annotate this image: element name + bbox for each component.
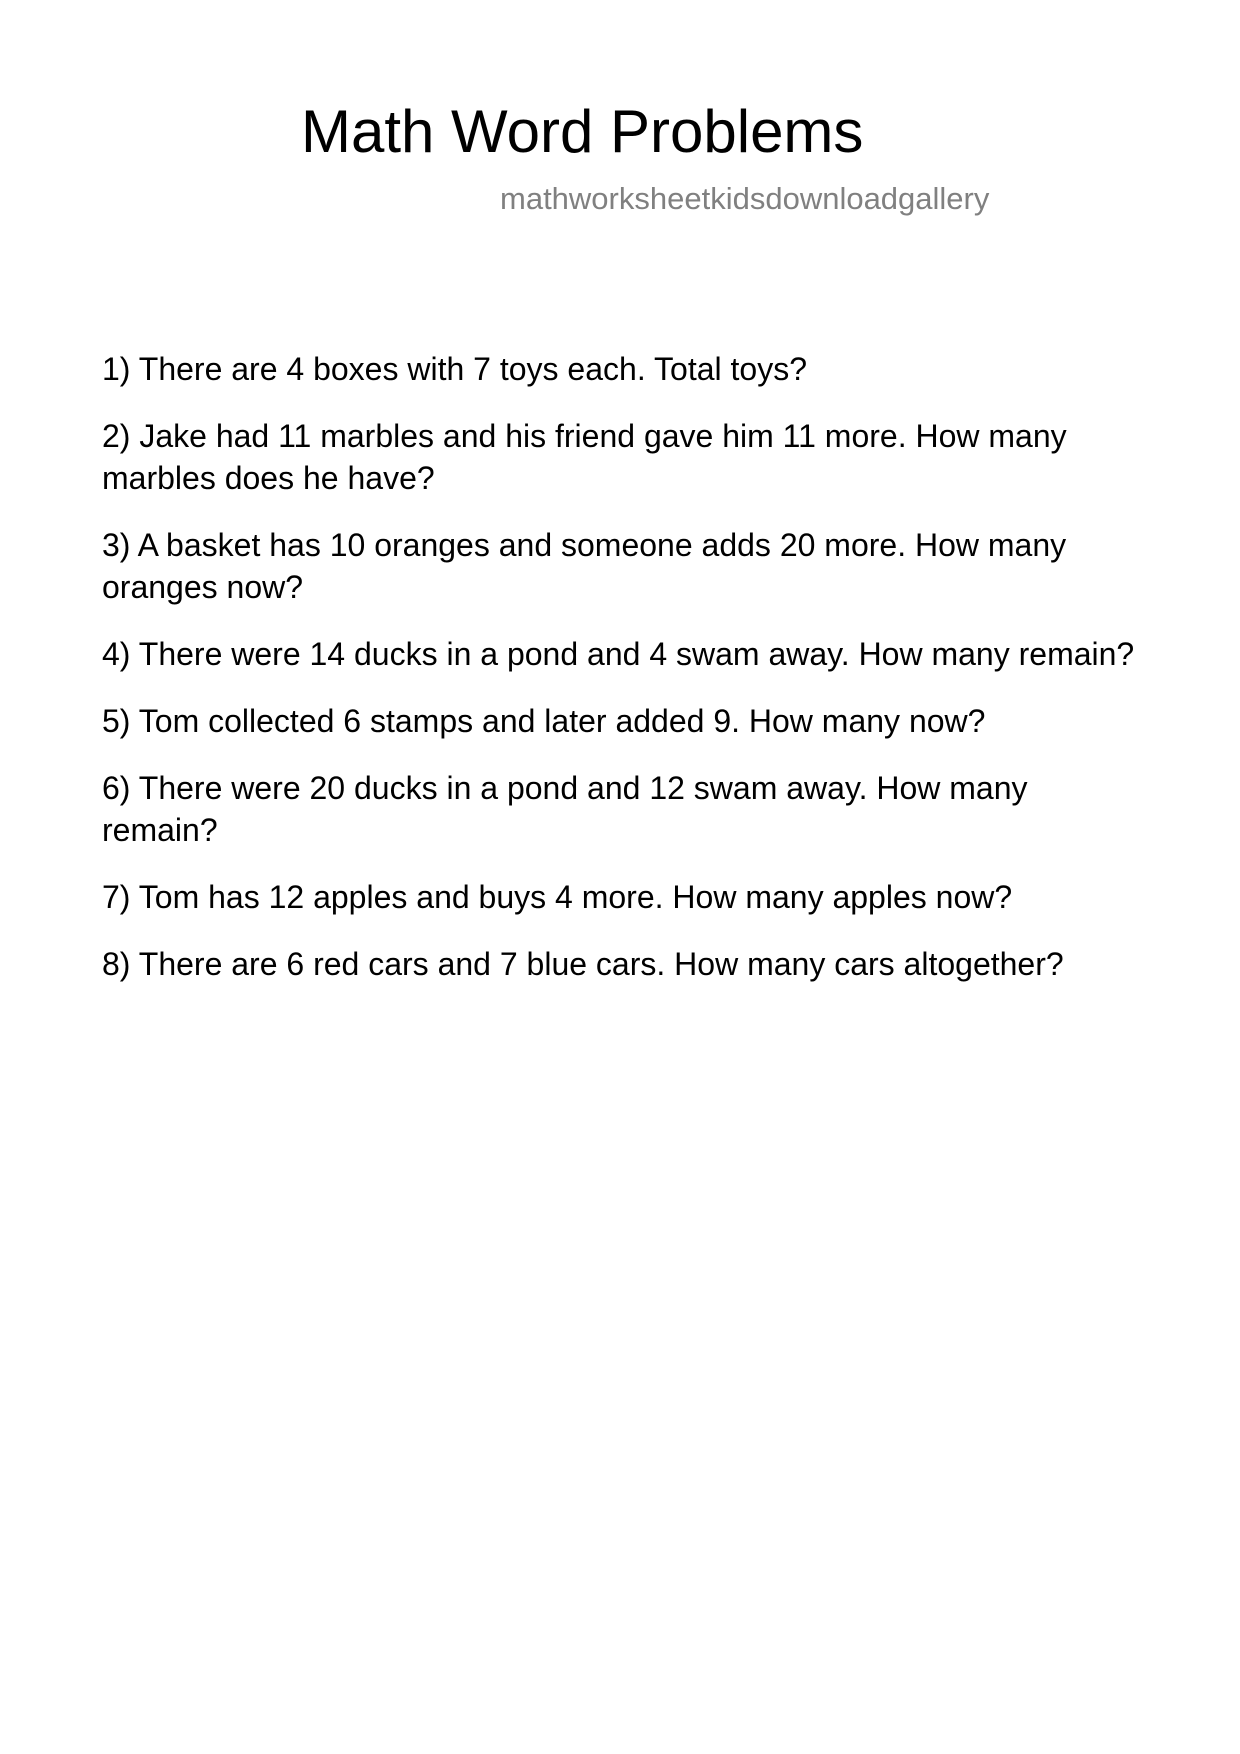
problem-item: 5) Tom collected 6 stamps and later added 9. How many now? xyxy=(102,703,986,739)
page-title: Math Word Problems xyxy=(301,98,864,165)
problem-item: 3) A basket has 10 oranges and someone adds 20 more. How many oranges now? xyxy=(102,527,1067,605)
problem-item: 6) There were 20 ducks in a pond and 12 swam away. How many remain? xyxy=(102,770,1028,848)
problem-item: 2) Jake had 11 marbles and his friend gave him 11 more. How many marbles does he have? xyxy=(102,418,1067,496)
problem-item: 4) There were 14 ducks in a pond and 4 swam away. How many remain? xyxy=(102,636,1135,672)
problem-item: 1) There are 4 boxes with 7 toys each. Total toys? xyxy=(102,351,807,387)
problem-item: 7) Tom has 12 apples and buys 4 more. How many apples now? xyxy=(102,879,1013,915)
problem-item: 8) There are 6 red cars and 7 blue cars. How many cars altogether? xyxy=(102,946,1064,982)
source-subtitle: mathworksheetkidsdownloadgallery xyxy=(500,181,990,216)
problem-list xyxy=(102,348,1142,1010)
